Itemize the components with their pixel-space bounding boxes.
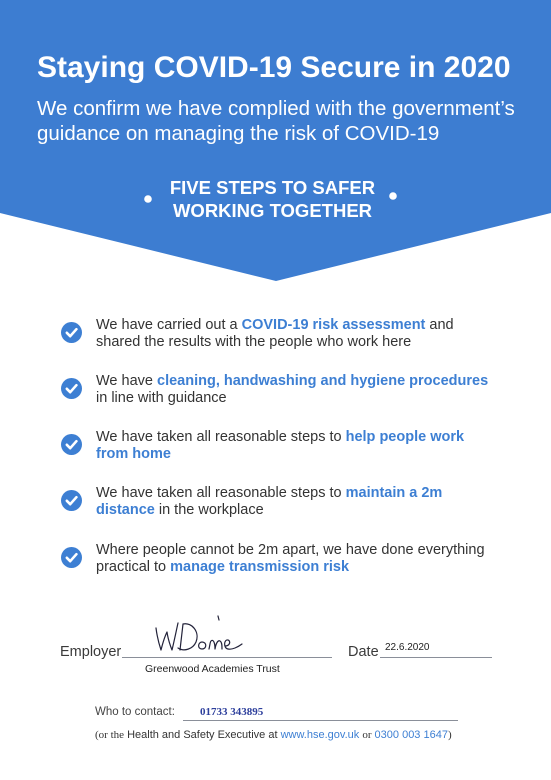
step-text-line (96, 485, 442, 502)
step-text-segment: and (425, 317, 454, 333)
contact-phone: 01733 343895 (200, 706, 264, 718)
step-item (61, 429, 531, 469)
date-label: Date (348, 644, 379, 660)
step-text-segment: We have (96, 373, 157, 389)
date-line (380, 657, 492, 658)
page-subtitle: We confirm we have complied with the government’s guidance on managing the risk of COVID-19 (37, 97, 515, 145)
hse-phone: 0300 003 1647 (374, 729, 448, 741)
hse-or: or (362, 729, 372, 741)
step-text-segment: in the workplace (154, 502, 264, 518)
steps-heading-line: WORKING TOGETHER (172, 200, 373, 221)
step-text-line (96, 429, 464, 446)
step-text-line (96, 502, 442, 519)
step-text-line (96, 390, 488, 407)
step-text (96, 429, 464, 463)
step-text-line (96, 373, 488, 390)
step-text-segment: We have carried out a (96, 317, 242, 333)
hse-name: Health and Safety Executive at (127, 729, 278, 741)
contact-label: Who to contact: (95, 706, 175, 718)
step-item (61, 485, 531, 525)
step-emphasis-text: cleaning, handwashing and hygiene procedures (157, 373, 489, 389)
step-text (96, 485, 442, 519)
hse-suffix: ) (447, 729, 452, 741)
steps-heading-line: FIVE STEPS TO SAFER (169, 177, 376, 198)
steps-heading (0, 176, 545, 222)
check-circle-icon (61, 378, 82, 399)
check-circle-icon (61, 490, 82, 511)
employer-label: Employer (60, 644, 122, 660)
step-text (96, 373, 488, 407)
step-text-segment: We have taken all reasonable steps to (96, 485, 346, 501)
check-circle-icon (61, 322, 82, 343)
date-value: 22.6.2020 (385, 642, 430, 653)
employer-name: Greenwood Academies Trust (145, 663, 280, 675)
step-text-line (96, 542, 485, 559)
contact-line (183, 720, 458, 721)
step-text-line (96, 559, 485, 576)
page-title: Staying COVID-19 Secure in 2020 (37, 51, 511, 84)
hse-website-link[interactable]: www.hse.gov.uk (280, 729, 360, 741)
step-item (61, 317, 531, 357)
step-text (96, 317, 454, 351)
step-emphasis-text: manage transmission risk (170, 559, 350, 575)
step-emphasis-text: from home (96, 446, 171, 462)
step-text-segment: Where people cannot be 2m apart, we have done everything (96, 542, 485, 558)
step-emphasis-text: help people work (345, 429, 465, 445)
step-text-segment: practical to (96, 559, 171, 575)
step-text-line (96, 317, 454, 334)
step-emphasis-text: maintain a 2m (345, 485, 443, 501)
handwritten-signature (150, 614, 245, 660)
step-item (61, 373, 531, 413)
step-item (61, 542, 531, 582)
step-text-segment: We have taken all reasonable steps to (96, 429, 346, 445)
step-text-segment: in line with guidance (96, 390, 227, 406)
step-text-segment: shared the results with the people who work here (96, 334, 412, 350)
hse-contact-line (95, 729, 452, 742)
check-circle-icon (61, 547, 82, 568)
hse-prefix: (or the (95, 729, 125, 741)
check-circle-icon (61, 434, 82, 455)
step-text-line (96, 446, 464, 463)
step-text-line (96, 334, 454, 351)
step-emphasis-text: COVID-19 risk assessment (241, 317, 426, 333)
step-text (96, 542, 485, 576)
step-emphasis-text: distance (96, 502, 155, 518)
